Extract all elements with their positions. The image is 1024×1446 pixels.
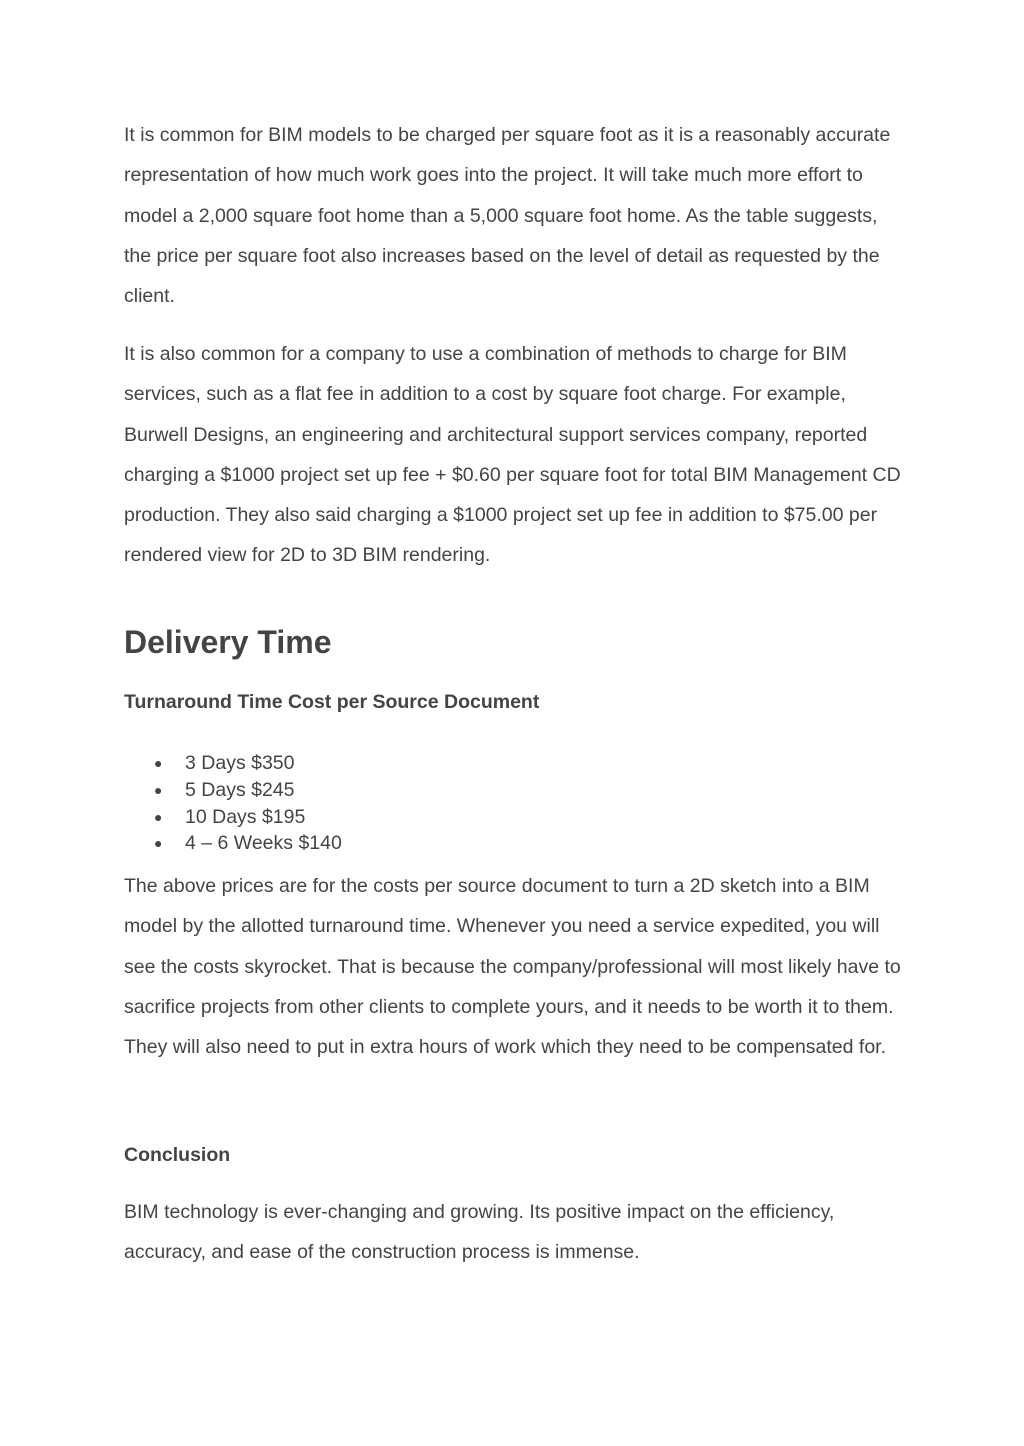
paragraph-per-square-foot: It is common for BIM models to be charged per square foot as it is a reasonably accurate representation of how much work goes into the project. It will take much more effort to model a 2,000 square foot home than a 5,000 square foot home. As the table suggests, the price per square foot also increases based on the level of detail as requested by the client. xyxy=(124,124,891,308)
list-item-text: 10 Days $195 xyxy=(185,805,306,828)
bullet-icon: ● xyxy=(154,835,163,852)
turnaround-price-list xyxy=(154,750,342,857)
list-item-text: 4 – 6 Weeks $140 xyxy=(185,832,342,855)
list-item-text: 5 Days $245 xyxy=(185,778,295,801)
list-item-text: 3 Days $350 xyxy=(185,752,295,774)
subheading-conclusion: Conclusion xyxy=(124,1144,231,1166)
paragraph-combination-methods: It is also common for a company to use a combination of methods to charge for BIM services, such as a flat fee in addition to a cost by square foot charge. For example, Burwell Designs, an engineering and architectural support services company, reported charging a $1000 project set up fee + $0.60 per square foot for total BIM Management CD production. They also said charging a $1000 project set up fee in addition to $75.00 per rendered view for 2D to 3D BIM rendering. xyxy=(124,343,901,567)
list-item xyxy=(154,777,342,804)
bullet-icon: ● xyxy=(154,755,163,771)
subheading-turnaround-cost: Turnaround Time Cost per Source Document xyxy=(124,691,540,713)
paragraph-expedited-costs: The above prices are for the costs per source document to turn a 2D sketch into a BIM model by the allotted turnaround time. Whenever you need a service expedited, you will see the costs skyrocket. That is because the company/professional will most likely have to sacrifice projects from other clients to complete yours, and it needs to be worth it to them. They will also need to put in extra hours of work which they need to be compensated for. xyxy=(124,875,901,1059)
list-item xyxy=(154,750,342,777)
list-item xyxy=(154,804,342,831)
bullet-icon: ● xyxy=(154,808,163,825)
bullet-icon: ● xyxy=(154,781,163,798)
paragraph-conclusion: BIM technology is ever-changing and growing. Its positive impact on the efficiency, accuracy, and ease of the construction process is immense. xyxy=(124,1201,835,1264)
list-item xyxy=(154,830,342,857)
heading-delivery-time: Delivery Time xyxy=(124,624,332,660)
